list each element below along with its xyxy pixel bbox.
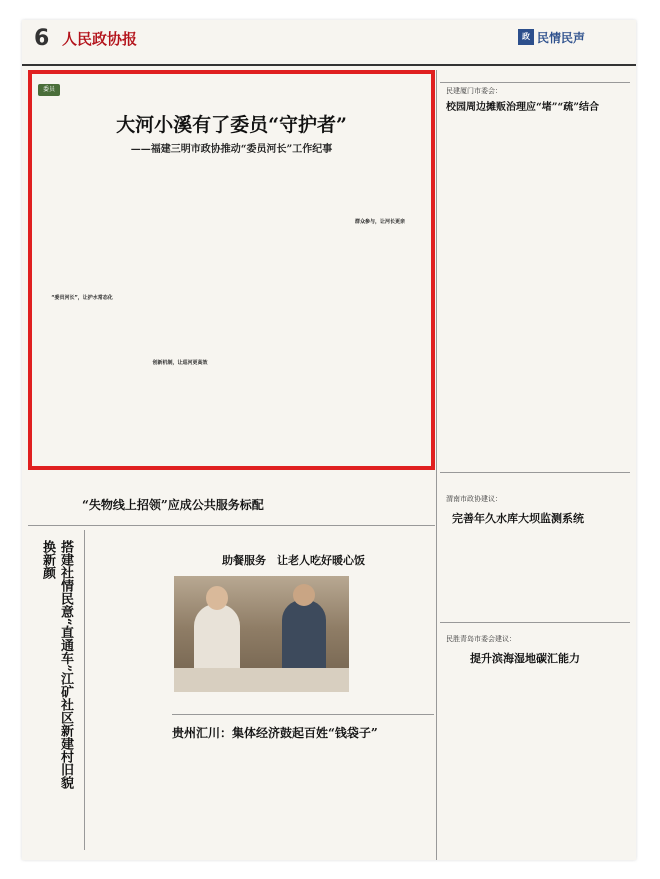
feature-subhead: ——福建三明市政协推动“委员河长”工作纪事 — [130, 144, 333, 155]
elderly-dining-photo — [174, 576, 349, 692]
right-bottom-title[interactable]: 提升滨海湿地碳汇能力 — [470, 652, 580, 665]
bottom-divider — [172, 714, 434, 715]
photo-story-title[interactable]: 助餐服务 让老人吃好暖心饭 — [222, 554, 365, 567]
section-title: 民情民声 — [537, 31, 586, 45]
right-bottom-kicker: 民胜青岛市委会建议： — [446, 635, 516, 643]
feature-subsection-2: 创新机制，让巡河更高效 — [152, 360, 208, 366]
right-divider-2 — [440, 622, 630, 623]
photo-table — [174, 668, 349, 692]
masthead — [22, 20, 636, 66]
column-tag: 委员 — [38, 84, 60, 96]
feature-article-highlight[interactable] — [28, 70, 435, 470]
feature-text-column-4 — [332, 174, 428, 464]
newspaper-page — [22, 20, 636, 860]
right-divider-1 — [440, 472, 630, 473]
vertical-headline[interactable]: 搭建社情民意“直通车”江矿社区新建村旧貌换新颜 — [40, 540, 73, 789]
lost-found-title[interactable]: “失物线上招领”应成公共服务标配 — [82, 498, 264, 512]
feature-text-column-1 — [38, 174, 126, 464]
vertical-divider — [84, 530, 85, 850]
photo-person-elderly — [194, 604, 240, 674]
right-mid-title[interactable]: 完善年久水库大坝监测系统 — [452, 512, 584, 525]
feature-subsection-3: 群众参与，让河长更亲 — [354, 219, 405, 225]
right-mid-kicker: 渭南市政协建议： — [446, 495, 502, 503]
column-divider-right — [436, 70, 437, 860]
feature-subsection-1: “委员河长”，让护水常态化 — [51, 295, 113, 301]
bottom-story-title[interactable]: 贵州汇川：集体经济鼓起百姓“钱袋子” — [172, 726, 378, 740]
page-number: 6 — [34, 26, 50, 51]
feature-text-column-3 — [234, 174, 322, 464]
right-top-title[interactable]: 校园周边摊贩治理应“堵”“疏”结合 — [446, 102, 600, 113]
section-logo-icon: 政 — [518, 29, 534, 45]
right-header-bar — [440, 70, 630, 83]
middle-divider — [28, 525, 435, 526]
right-top-kicker: 民建厦门市委会： — [446, 87, 502, 95]
photo-person-diner — [282, 600, 326, 672]
paper-name-logo: 人民政协报 — [62, 30, 138, 48]
feature-text-column-2 — [136, 174, 224, 464]
feature-headline: 大河小溪有了委员“守护者” — [116, 114, 347, 136]
